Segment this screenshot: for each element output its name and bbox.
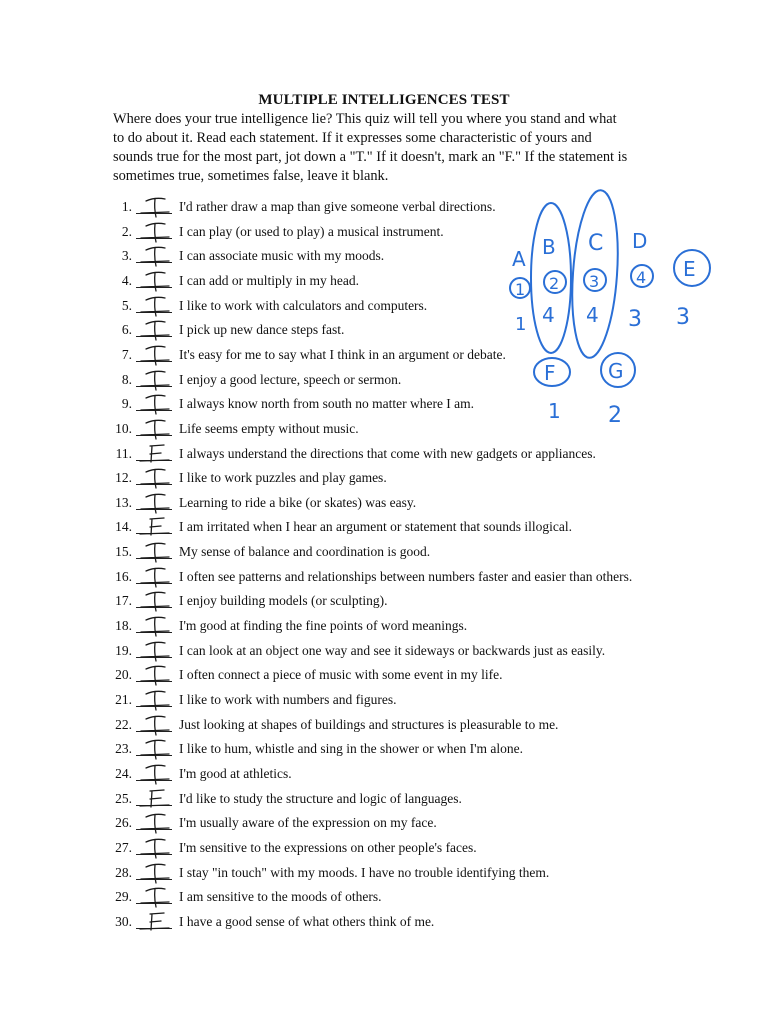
list-item bbox=[0, 470, 768, 492]
statement-text: I pick up new dance steps fast. bbox=[179, 322, 345, 338]
tally-d: 3 bbox=[628, 307, 642, 332]
list-item bbox=[0, 593, 768, 615]
item-number: 22. bbox=[115, 716, 132, 732]
list-item bbox=[0, 815, 768, 837]
list-item bbox=[0, 667, 768, 689]
list-item bbox=[0, 643, 768, 665]
tally-b: 4 bbox=[542, 303, 555, 327]
statement-text: I always know north from south no matter where I am. bbox=[179, 396, 475, 412]
item-number: 6. bbox=[121, 322, 132, 338]
statement-text: I'd rather draw a map than give someone verbal directions. bbox=[179, 199, 496, 214]
handwritten-answer-mark bbox=[136, 661, 172, 687]
statement-text: I have a good sense of what others think of me. bbox=[179, 913, 435, 929]
statement-text: I like to work puzzles and play games. bbox=[179, 470, 387, 486]
handwritten-answer-mark bbox=[136, 883, 172, 909]
item-number: 21. bbox=[115, 692, 132, 707]
list-item bbox=[0, 865, 768, 887]
list-item bbox=[0, 840, 768, 862]
statement-text: I enjoy a good lecture, speech or sermon. bbox=[179, 371, 402, 387]
list-item bbox=[0, 889, 768, 911]
handwritten-answer-mark bbox=[136, 440, 172, 466]
handwritten-answer-mark bbox=[136, 242, 172, 268]
item-number: 13. bbox=[115, 494, 132, 510]
tally-c: 4 bbox=[586, 303, 599, 327]
instructions-line: Where does your true intelligence lie? This quiz will tell you where you stand and what bbox=[113, 111, 617, 127]
instructions-line: to do about it. Read each statement. If it expresses some characteristic of yours and bbox=[113, 130, 592, 146]
hand-letter-a: A bbox=[512, 247, 526, 271]
hand-bottom-1: 1 bbox=[548, 399, 561, 423]
hand-letter-b: B bbox=[542, 235, 556, 259]
handwritten-answer-mark bbox=[136, 390, 172, 416]
statement-text: I'm good at finding the fine points of word meanings. bbox=[179, 618, 468, 634]
item-number: 11. bbox=[115, 445, 132, 461]
handwritten-answer-mark bbox=[136, 735, 172, 761]
handwritten-answer-mark bbox=[136, 292, 172, 318]
hand-number-4: 4 bbox=[636, 268, 647, 287]
hand-letter-d: D bbox=[632, 229, 648, 253]
item-number: 18. bbox=[115, 618, 132, 634]
item-number: 23. bbox=[115, 741, 132, 757]
item-number: 25. bbox=[115, 790, 132, 806]
statement-text: I often see patterns and relationships between numbers faster and easier than others. bbox=[179, 568, 633, 584]
handwritten-answer-mark bbox=[136, 464, 172, 490]
item-number: 15. bbox=[115, 544, 132, 560]
statement-text: I'm sensitive to the expressions on other people's faces. bbox=[179, 839, 477, 855]
item-number: 27. bbox=[115, 839, 132, 855]
item-number: 3. bbox=[121, 248, 132, 264]
item-number: 30. bbox=[115, 913, 132, 929]
handwritten-answer-mark bbox=[136, 711, 172, 737]
statement-text: I stay "in touch" with my moods. I have no trouble identifying them. bbox=[179, 864, 550, 880]
item-number: 26. bbox=[115, 815, 132, 831]
handwritten-answer-mark bbox=[136, 341, 172, 367]
tally-a: 1 bbox=[515, 314, 527, 335]
statement-text: I can associate music with my moods. bbox=[179, 248, 385, 264]
handwritten-answer-mark bbox=[136, 908, 172, 934]
statement-text: I can look at an object one way and see it sideways or backwards just as easily. bbox=[179, 642, 606, 658]
hand-bottom-2: 2 bbox=[608, 403, 622, 428]
item-number: 7. bbox=[121, 346, 132, 362]
handwritten-answer-mark bbox=[136, 612, 172, 638]
item-number: 29. bbox=[115, 889, 132, 905]
handwritten-answer-mark bbox=[136, 686, 172, 712]
statement-text: I can play (or used to play) a musical instrument. bbox=[179, 223, 444, 239]
handwritten-answer-mark bbox=[136, 834, 172, 860]
handwritten-answer-mark bbox=[136, 538, 172, 564]
statement-text: I like to hum, whistle and sing in the shower or when I'm alone. bbox=[179, 741, 523, 757]
item-number: 9. bbox=[121, 396, 132, 412]
statement-text: I am irritated when I hear an argument or statement that sounds illogical. bbox=[179, 519, 573, 535]
statement-text: I like to work with numbers and figures. bbox=[179, 692, 397, 707]
instructions-line: sometimes true, sometimes false, leave it blank. bbox=[113, 168, 389, 184]
handwritten-answer-mark bbox=[136, 193, 172, 219]
hand-letter-c: C bbox=[588, 231, 604, 256]
statement-text: I always understand the directions that come with new gadgets or appliances. bbox=[179, 445, 596, 461]
handwritten-answer-mark bbox=[136, 809, 172, 835]
statement-text: Learning to ride a bike (or skates) was easy. bbox=[179, 494, 417, 510]
list-item bbox=[0, 519, 768, 541]
handwritten-answer-mark bbox=[136, 859, 172, 885]
item-number: 2. bbox=[121, 223, 132, 239]
item-number: 5. bbox=[121, 297, 132, 313]
handwritten-answer-mark bbox=[136, 563, 172, 589]
page-title: MULTIPLE INTELLIGENCES TEST bbox=[258, 92, 510, 108]
handwritten-answer-mark bbox=[136, 587, 172, 613]
instructions-line: sounds true for the most part, jot down a "T." If it doesn't, mark an "F." If the statement is bbox=[113, 149, 628, 165]
item-number: 12. bbox=[115, 470, 132, 486]
hand-number-1: 1 bbox=[515, 280, 526, 299]
statement-text: I enjoy building models (or sculpting). bbox=[179, 593, 388, 609]
item-number: 1. bbox=[121, 199, 132, 214]
handwritten-answer-mark bbox=[136, 637, 172, 663]
hand-letter-e: E bbox=[683, 257, 696, 281]
list-item bbox=[0, 569, 768, 591]
item-number: 17. bbox=[115, 593, 132, 609]
list-item bbox=[0, 544, 768, 566]
hand-letter-g: G bbox=[608, 359, 624, 383]
hand-number-2: 2 bbox=[549, 274, 560, 293]
item-number: 24. bbox=[115, 765, 132, 781]
statement-text: I'm usually aware of the expression on my face. bbox=[179, 815, 437, 831]
list-item bbox=[0, 791, 768, 813]
hand-number-3: 3 bbox=[589, 272, 600, 291]
item-number: 4. bbox=[121, 272, 132, 288]
statement-text: Just looking at shapes of buildings and structures is pleasurable to me. bbox=[179, 716, 559, 732]
list-item bbox=[0, 717, 768, 739]
item-number: 10. bbox=[115, 420, 132, 436]
hand-letter-f: F bbox=[544, 361, 556, 385]
statement-text: I'm good at athletics. bbox=[179, 765, 292, 781]
item-number: 16. bbox=[115, 568, 132, 584]
statement-text: I often connect a piece of music with some event in my life. bbox=[179, 667, 503, 683]
list-item bbox=[0, 766, 768, 788]
list-item bbox=[0, 914, 768, 936]
statement-text: My sense of balance and coordination is good. bbox=[179, 544, 431, 560]
statement-text: I can add or multiply in my head. bbox=[179, 272, 359, 288]
handwritten-answer-mark bbox=[136, 316, 172, 342]
handwritten-answer-mark bbox=[136, 489, 172, 515]
statement-text: It's easy for me to say what I think in an argument or debate. bbox=[179, 346, 506, 362]
handwritten-answer-mark bbox=[136, 415, 172, 441]
item-number: 8. bbox=[121, 371, 132, 387]
item-number: 14. bbox=[115, 519, 132, 535]
statement-text: I like to work with calculators and computers. bbox=[179, 297, 428, 313]
handwritten-answer-mark bbox=[136, 513, 172, 539]
statement-text: I am sensitive to the moods of others. bbox=[179, 889, 382, 905]
handwritten-scoring-sketch bbox=[490, 190, 730, 430]
list-item bbox=[0, 446, 768, 468]
statement-text: I'd like to study the structure and logic of languages. bbox=[179, 790, 462, 806]
list-item bbox=[0, 618, 768, 640]
handwritten-answer-mark bbox=[136, 785, 172, 811]
handwritten-answer-mark bbox=[136, 366, 172, 392]
handwritten-answer-mark bbox=[136, 218, 172, 244]
item-number: 20. bbox=[115, 667, 132, 683]
statement-text: Life seems empty without music. bbox=[179, 420, 359, 436]
list-item bbox=[0, 741, 768, 763]
list-item bbox=[0, 692, 768, 714]
handwritten-answer-mark bbox=[136, 760, 172, 786]
handwritten-answer-mark bbox=[136, 267, 172, 293]
tally-e: 3 bbox=[676, 305, 690, 330]
list-item bbox=[0, 495, 768, 517]
item-number: 19. bbox=[115, 642, 132, 658]
item-number: 28. bbox=[115, 864, 132, 880]
